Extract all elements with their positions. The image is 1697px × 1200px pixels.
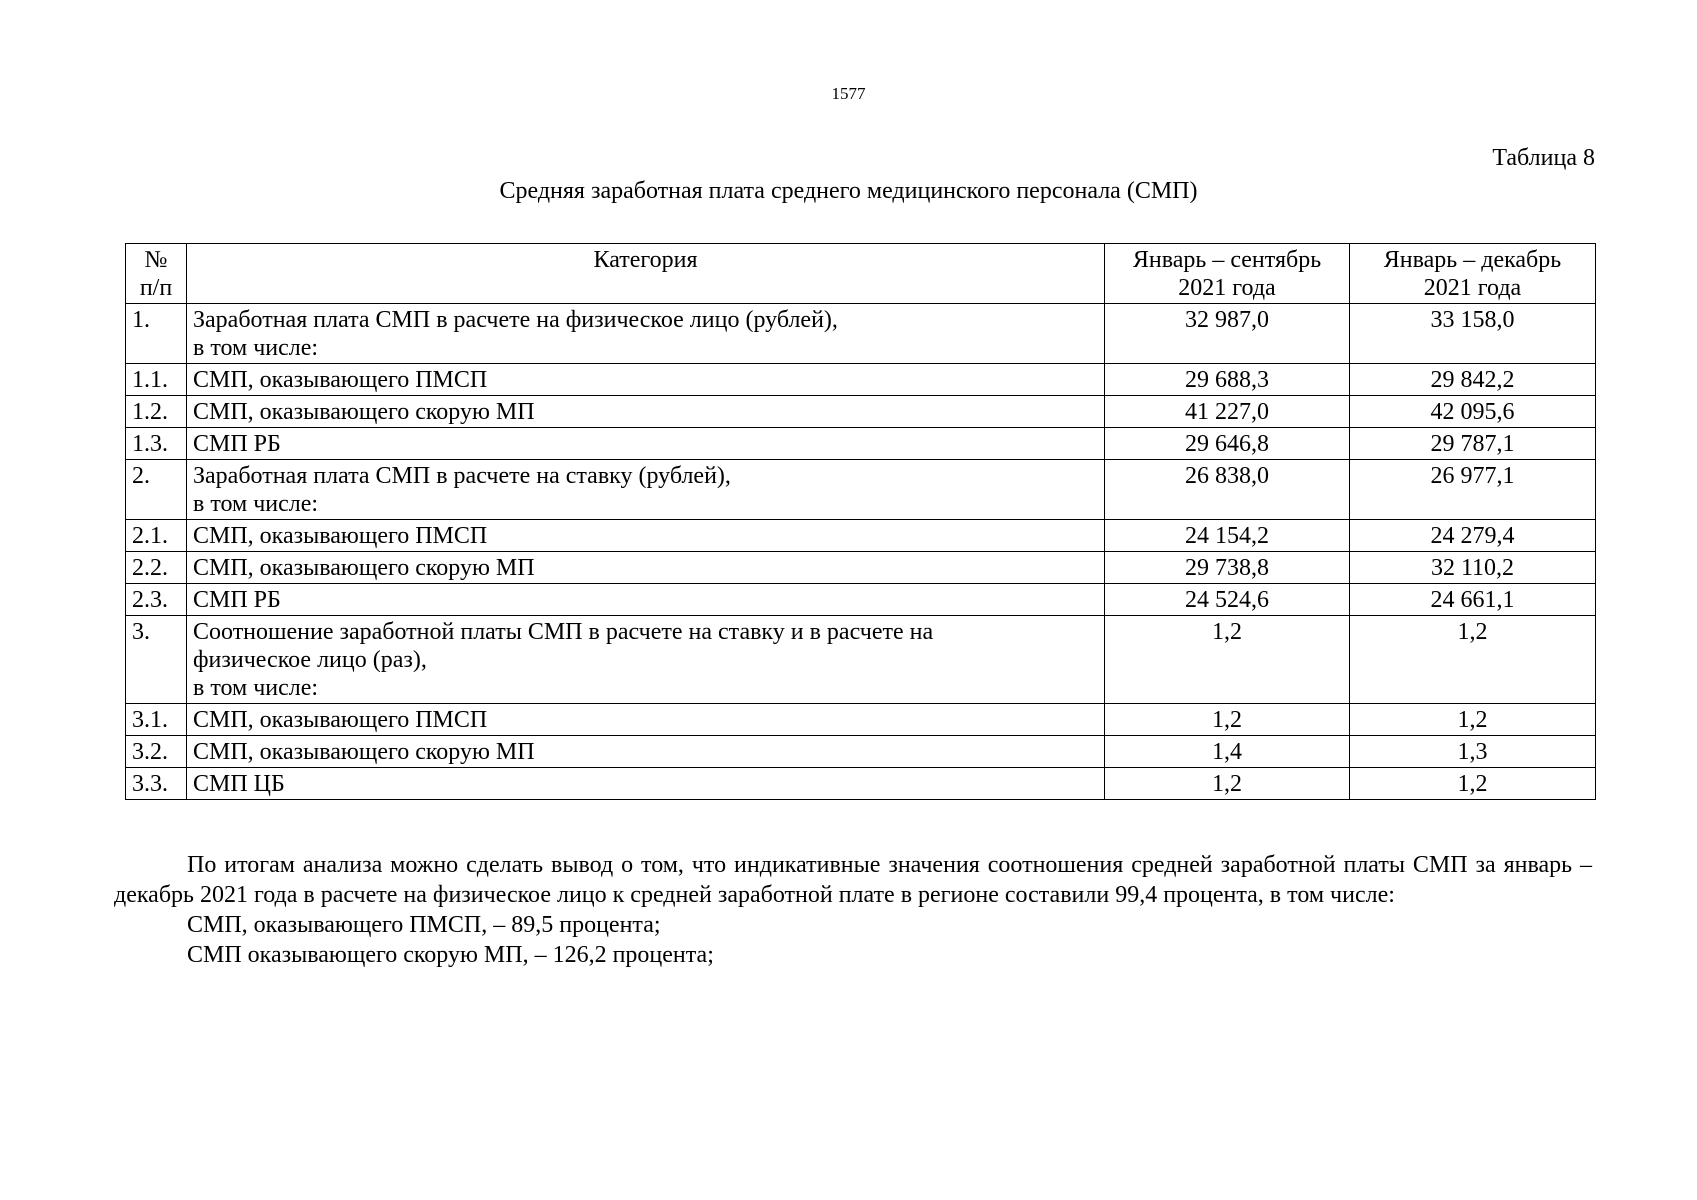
header-category: Категория: [187, 244, 1105, 304]
row-number: 1.3.: [126, 428, 187, 460]
table-row: [126, 552, 1596, 584]
row-value-jan-dec: 26 977,1: [1350, 460, 1596, 520]
row-category: СМП, оказывающего скорую МП: [187, 552, 1105, 584]
row-number: 1.1.: [126, 364, 187, 396]
row-value-jan-dec: 42 095,6: [1350, 396, 1596, 428]
row-number: 1.: [126, 304, 187, 364]
table-row: [126, 616, 1596, 704]
page-number: 1577: [831, 84, 866, 103]
row-value-jan-sep: 26 838,0: [1105, 460, 1350, 520]
row-value-jan-sep: 1,4: [1105, 736, 1350, 768]
table-row: [126, 584, 1596, 616]
row-number: 1.2.: [126, 396, 187, 428]
row-value-jan-sep: 1,2: [1105, 768, 1350, 800]
table-row: [126, 736, 1596, 768]
row-category: СМП РБ: [187, 428, 1105, 460]
table-row: [126, 396, 1596, 428]
row-value-jan-sep: 29 688,3: [1105, 364, 1350, 396]
row-value-jan-sep: 1,2: [1105, 616, 1350, 704]
row-category: Заработная плата СМП в расчете на ставку (рублей), в том числе:: [187, 460, 1105, 520]
row-value-jan-sep: 24 154,2: [1105, 520, 1350, 552]
row-category: СМП, оказывающего ПМСП: [187, 520, 1105, 552]
row-category: СМП РБ: [187, 584, 1105, 616]
row-category: СМП, оказывающего ПМСП: [187, 704, 1105, 736]
salary-table: [125, 243, 1596, 800]
row-value-jan-dec: 1,2: [1350, 704, 1596, 736]
table-label: Таблица 8: [1492, 145, 1595, 171]
row-number: 3.: [126, 616, 187, 704]
conclusion-paragraph: По итогам анализа можно сделать вывод о том, что индикативные значения соотношения средней заработной платы СМП за январь – декабрь 2021 года в расчете на физическое лицо к средней заработной плате в регионе составили 99,4 процента, в том числе:: [114, 852, 1592, 908]
row-value-jan-sep: 1,2: [1105, 704, 1350, 736]
row-value-jan-dec: 24 661,1: [1350, 584, 1596, 616]
table-row: [126, 364, 1596, 396]
row-value-jan-dec: 33 158,0: [1350, 304, 1596, 364]
table-row: [126, 304, 1596, 364]
row-value-jan-dec: 1,3: [1350, 736, 1596, 768]
header-number: № п/п: [126, 244, 187, 304]
header-period-jan-sep: Январь – сентябрь 2021 года: [1105, 244, 1350, 304]
header-period-jan-dec: Январь – декабрь 2021 года: [1350, 244, 1596, 304]
table-row: [126, 704, 1596, 736]
row-value-jan-sep: 32 987,0: [1105, 304, 1350, 364]
row-value-jan-dec: 32 110,2: [1350, 552, 1596, 584]
row-category: СМП, оказывающего ПМСП: [187, 364, 1105, 396]
row-value-jan-dec: 29 787,1: [1350, 428, 1596, 460]
row-category: СМП ЦБ: [187, 768, 1105, 800]
row-value-jan-dec: 24 279,4: [1350, 520, 1596, 552]
table-row: [126, 460, 1596, 520]
conclusion-item: СМП оказывающего скорую МП, – 126,2 процента;: [187, 942, 714, 968]
row-value-jan-sep: 41 227,0: [1105, 396, 1350, 428]
conclusion-item: СМП, оказывающего ПМСП, – 89,5 процента;: [187, 912, 661, 938]
row-number: 3.2.: [126, 736, 187, 768]
row-number: 2.3.: [126, 584, 187, 616]
row-number: 3.1.: [126, 704, 187, 736]
row-value-jan-dec: 1,2: [1350, 768, 1596, 800]
table-header-row: [126, 244, 1596, 304]
row-number: 3.3.: [126, 768, 187, 800]
row-number: 2.: [126, 460, 187, 520]
body-text: [114, 850, 1592, 970]
table-body: [126, 304, 1596, 800]
table-title: Средняя заработная плата среднего медицинского персонала (СМП): [499, 178, 1198, 204]
row-value-jan-sep: 29 738,8: [1105, 552, 1350, 584]
row-value-jan-dec: 1,2: [1350, 616, 1596, 704]
row-value-jan-sep: 24 524,6: [1105, 584, 1350, 616]
row-category: Заработная плата СМП в расчете на физическое лицо (рублей), в том числе:: [187, 304, 1105, 364]
row-category: СМП, оказывающего скорую МП: [187, 736, 1105, 768]
row-value-jan-sep: 29 646,8: [1105, 428, 1350, 460]
row-category: Соотношение заработной платы СМП в расчете на ставку и в расчете на физическое лицо (раз), в том числе:: [187, 616, 1105, 704]
table-row: [126, 768, 1596, 800]
row-value-jan-dec: 29 842,2: [1350, 364, 1596, 396]
table-row: [126, 520, 1596, 552]
row-category: СМП, оказывающего скорую МП: [187, 396, 1105, 428]
row-number: 2.1.: [126, 520, 187, 552]
table-row: [126, 428, 1596, 460]
row-number: 2.2.: [126, 552, 187, 584]
